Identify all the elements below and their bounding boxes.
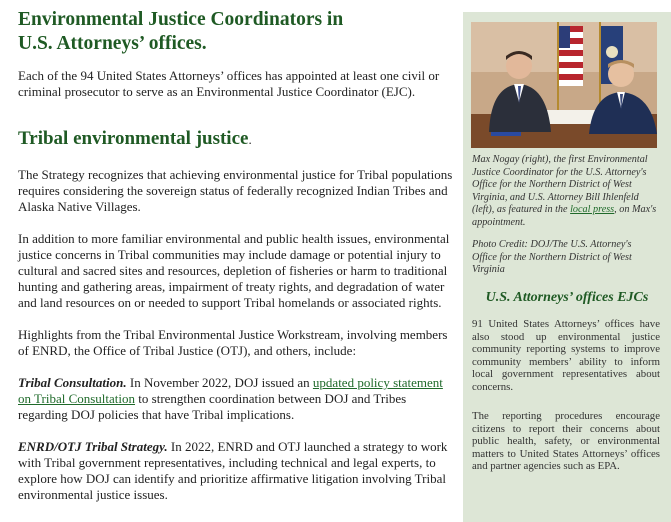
paragraph-concerns: In addition to more familiar environmental and public health issues, environmental justice concerns in Tribal communities may include damage or potential injury to cultural and sacred sites and resources, depletion of fisheries or harm to traditional hunting and gathering areas, impairment of treaty rights, and degradation of water and land resources on or needed to support Tribal homelands or associated rights. <box>18 231 450 310</box>
item-enrd-otj-strategy <box>18 439 454 503</box>
local-press-link[interactable]: local press <box>570 204 615 215</box>
caption-text-after: , on Max's appointment. <box>472 204 657 228</box>
item-tribal-consultation-text-after: to strengthen coordination between DOJ and Tribes regarding DOJ policies that have Tribal implications. <box>18 391 407 422</box>
item-enrd-otj-text: In 2022, ENRD and OTJ launched a strategy to work with Tribal government representatives, including technical and legal experts, to explore how DOJ can identify and prioritize affirmative litigation involving Tribal environmental justice issues. <box>18 439 448 502</box>
policy-statement-link[interactable]: updated policy statement on Tribal Consultation <box>18 375 443 406</box>
item-tribal-consultation <box>18 375 454 423</box>
item-tribal-consultation-label: Tribal Consultation. <box>18 375 127 390</box>
section-heading-tribal <box>18 128 454 151</box>
caption-text-before: Max Nogay (right), the first Environmental Justice Coordinator for the U.S. Attorney's Office for the Northern District of West Virginia, and U.S. Attorney Bill Ihlenfeld (left), as featured in the <box>472 154 648 215</box>
sidebar-paragraph-2: The reporting procedures encourage citizens to report their concerns about public health, safety, or environmental matters to United States Attorneys’ offices and partner agencies such as EPA. <box>472 410 660 472</box>
photo-caption <box>472 154 658 277</box>
photo-credit: Photo Credit: DOJ/The U.S. Attorney's Office for the Northern District of West Virginia <box>472 239 632 275</box>
paragraph-strategy: The Strategy recognizes that achieving environmental justice for Tribal populations requires considering the sovereign status of federally recognized Indian Tribes and Alaska Native Villages. <box>18 167 453 214</box>
item-enrd-otj-label: ENRD/OTJ Tribal Strategy. <box>18 439 168 454</box>
page-title-line1: Environmental Justice Coordinators in <box>18 9 344 30</box>
item-tribal-consultation-text-before: In November 2022, DOJ issued an <box>126 375 313 390</box>
section-heading-text: Tribal environmental justice <box>18 128 249 149</box>
page-title <box>18 8 454 56</box>
section-heading-dot: . <box>248 132 252 147</box>
photo-two-men <box>471 22 657 148</box>
sidebar-heading: U.S. Attorneys’ offices EJCs <box>485 290 649 305</box>
main-column <box>18 8 454 503</box>
sidebar-paragraph-1: 91 United States Attorneys’ offices have also stood up environmental justice community reporting systems to improve community members’ ability to inform local government representatives about concerns. <box>472 318 660 393</box>
intro-paragraph: Each of the 94 United States Attorneys’ offices has appointed at least one civil or criminal prosecutor to serve as an Environmental Justice Coordinator (EJC). <box>18 68 440 99</box>
sidebar <box>463 12 671 522</box>
photo-illustration <box>471 22 657 148</box>
paragraph-highlights: Highlights from the Tribal Environmental Justice Workstream, involving members of ENRD, the Office of Tribal Justice (OTJ), and others, include: <box>18 327 448 358</box>
page-title-line2: U.S. Attorneys’ offices. <box>18 33 207 54</box>
